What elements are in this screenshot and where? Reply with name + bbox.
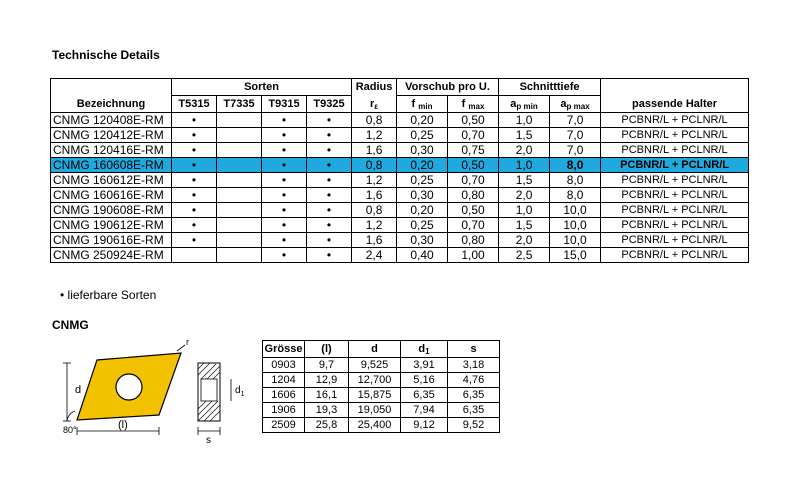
cell-t5315: • (172, 218, 217, 233)
cell-name: CNMG 190608E-RM (51, 203, 172, 218)
dims-body (263, 358, 500, 433)
col-t5315: T5315 (172, 96, 217, 113)
dims-header-row (263, 341, 500, 358)
col-radius (352, 96, 397, 113)
dims-col-d: d (349, 341, 401, 358)
col-fmin (397, 96, 448, 113)
dims-col-s: s (448, 341, 500, 358)
label-angle: 80° (63, 425, 77, 435)
cell-apmin: 1,0 (499, 203, 550, 218)
cell-apmax: 8,0 (550, 188, 601, 203)
section-title: Technische Details (52, 48, 160, 62)
table-row (51, 158, 749, 173)
dims-cell-l: 19,3 (305, 403, 349, 418)
cell-r: 1,6 (352, 143, 397, 158)
dims-cell-groesse: 2509 (263, 418, 305, 433)
cell-fmax: 0,70 (448, 218, 499, 233)
cell-name: CNMG 160608E-RM (51, 158, 172, 173)
group-header-row (51, 79, 749, 96)
col-halter: passende Halter (601, 96, 749, 113)
dims-cell-d: 25,400 (349, 418, 401, 433)
table-row (51, 218, 749, 233)
dims-cell-d1: 5,16 (401, 373, 448, 388)
cell-t9325: • (307, 188, 352, 203)
label-r: r (186, 337, 189, 347)
empty-header-cell (601, 79, 749, 96)
dims-row (263, 358, 500, 373)
cell-fmin: 0,20 (397, 158, 448, 173)
group-schnitttiefe: Schnitttiefe (499, 79, 601, 96)
dims-cell-d1: 6,35 (401, 388, 448, 403)
availability-note: • lieferbare Sorten (60, 288, 157, 302)
cell-t5315: • (172, 128, 217, 143)
cell-t5315: • (172, 143, 217, 158)
cell-t9315: • (262, 143, 307, 158)
cell-t7335 (217, 143, 262, 158)
col-apmin-label: a (510, 98, 517, 110)
label-d1-sub: 1 (240, 391, 245, 398)
cell-fmax: 0,50 (448, 158, 499, 173)
cell-t7335 (217, 188, 262, 203)
dimensions-table (262, 340, 500, 433)
dims-cell-d: 15,875 (349, 388, 401, 403)
dims-row (263, 373, 500, 388)
cell-apmax: 10,0 (550, 233, 601, 248)
dims-cell-d1: 3,91 (401, 358, 448, 373)
label-d1-main: d (235, 385, 241, 396)
dims-cell-l: 9,7 (305, 358, 349, 373)
cell-r: 1,6 (352, 233, 397, 248)
cell-fmax: 1,00 (448, 248, 499, 263)
dims-cell-d: 12,700 (349, 373, 401, 388)
cell-fmax: 0,80 (448, 233, 499, 248)
col-fmax-label: f (461, 98, 466, 110)
cell-apmin: 1,5 (499, 218, 550, 233)
col-fmin-sub: min (418, 102, 433, 111)
col-fmin-label: f (411, 98, 416, 110)
empty-header-cell (51, 79, 172, 96)
cell-apmax: 7,0 (550, 113, 601, 128)
cell-halter: PCBNR/L + PCLNR/L (601, 248, 749, 263)
cell-name: CNMG 120412E-RM (51, 128, 172, 143)
insert-heading: CNMG (52, 318, 89, 332)
cell-t7335 (217, 158, 262, 173)
table-row (51, 188, 749, 203)
cell-t9315: • (262, 128, 307, 143)
dims-cell-s: 6,35 (448, 403, 500, 418)
cell-fmin: 0,25 (397, 218, 448, 233)
dims-cell-groesse: 1204 (263, 373, 305, 388)
cell-apmin: 1,0 (499, 158, 550, 173)
cell-fmax: 0,50 (448, 203, 499, 218)
cell-fmin: 0,30 (397, 188, 448, 203)
cell-t7335 (217, 113, 262, 128)
angle-arc (67, 411, 75, 421)
table-row (51, 233, 749, 248)
cell-name: CNMG 190616E-RM (51, 233, 172, 248)
cell-t5315 (172, 248, 217, 263)
cell-t9325: • (307, 113, 352, 128)
cell-fmin: 0,40 (397, 248, 448, 263)
cell-apmax: 7,0 (550, 143, 601, 158)
col-apmax-sub: p max (566, 102, 590, 111)
cell-t5315: • (172, 173, 217, 188)
cell-halter: PCBNR/L + PCLNR/L (601, 143, 749, 158)
col-fmax-sub: max (468, 102, 485, 111)
cell-apmin: 2,0 (499, 143, 550, 158)
cell-fmin: 0,25 (397, 173, 448, 188)
col-apmin-sub: p min (516, 102, 538, 111)
cell-apmax: 8,0 (550, 173, 601, 188)
cell-r: 0,8 (352, 113, 397, 128)
label-s: s (206, 435, 211, 445)
cell-fmin: 0,20 (397, 113, 448, 128)
cell-fmax: 0,50 (448, 113, 499, 128)
cell-apmax: 10,0 (550, 203, 601, 218)
cell-t9325: • (307, 248, 352, 263)
dims-col-d1 (401, 341, 448, 358)
column-header-row (51, 96, 749, 113)
cell-t9325: • (307, 173, 352, 188)
table-row (51, 113, 749, 128)
col-apmax (550, 96, 601, 113)
table-row (51, 248, 749, 263)
group-radius: Radius (352, 79, 397, 96)
cell-name: CNMG 120416E-RM (51, 143, 172, 158)
table-body (51, 113, 749, 263)
col-radius-sub: ε (374, 101, 379, 111)
cell-t7335 (217, 233, 262, 248)
table-row (51, 143, 749, 158)
cell-t9315: • (262, 218, 307, 233)
technical-details-table (50, 78, 749, 263)
cell-fmin: 0,25 (397, 128, 448, 143)
cell-apmin: 2,0 (499, 233, 550, 248)
cell-name: CNMG 160616E-RM (51, 188, 172, 203)
dims-cell-l: 12,9 (305, 373, 349, 388)
cell-fmin: 0,30 (397, 143, 448, 158)
group-sorten: Sorten (172, 79, 352, 96)
label-d: d (75, 384, 82, 396)
cell-fmax: 0,70 (448, 173, 499, 188)
dims-col-groesse: Grösse (263, 341, 305, 358)
cell-name: CNMG 160612E-RM (51, 173, 172, 188)
cell-name: CNMG 190612E-RM (51, 218, 172, 233)
cell-r: 2,4 (352, 248, 397, 263)
col-apmax-label: a (560, 98, 567, 110)
dims-cell-d1: 7,94 (401, 403, 448, 418)
col-t9315: T9315 (262, 96, 307, 113)
cell-r: 1,2 (352, 218, 397, 233)
table-row (51, 128, 749, 143)
cell-apmin: 1,0 (499, 113, 550, 128)
cell-halter: PCBNR/L + PCLNR/L (601, 173, 749, 188)
label-l: (l) (118, 419, 128, 431)
cell-t9325: • (307, 158, 352, 173)
cell-halter: PCBNR/L + PCLNR/L (601, 128, 749, 143)
label-d1 (235, 385, 245, 398)
cell-r: 0,8 (352, 158, 397, 173)
cell-t9315: • (262, 233, 307, 248)
cell-t5315: • (172, 158, 217, 173)
dims-cell-d: 9,525 (349, 358, 401, 373)
cell-r: 0,8 (352, 203, 397, 218)
cell-t9315: • (262, 158, 307, 173)
cell-fmax: 0,75 (448, 143, 499, 158)
cell-t7335 (217, 128, 262, 143)
dims-cell-d: 19,050 (349, 403, 401, 418)
cell-t7335 (217, 248, 262, 263)
dims-cell-s: 4,76 (448, 373, 500, 388)
cell-t9315: • (262, 173, 307, 188)
dims-cell-d1: 9,12 (401, 418, 448, 433)
cell-apmax: 15,0 (550, 248, 601, 263)
dims-cell-groesse: 0903 (263, 358, 305, 373)
cell-name: CNMG 120408E-RM (51, 113, 172, 128)
cell-halter: PCBNR/L + PCLNR/L (601, 158, 749, 173)
dims-cell-l: 25,8 (305, 418, 349, 433)
insert-drawing (55, 335, 255, 445)
cell-fmin: 0,30 (397, 233, 448, 248)
cell-fmax: 0,70 (448, 128, 499, 143)
cell-fmin: 0,20 (397, 203, 448, 218)
cell-r: 1,2 (352, 128, 397, 143)
col-bezeichnung: Bezeichnung (51, 96, 172, 113)
table-row (51, 173, 749, 188)
dims-cell-s: 3,18 (448, 358, 500, 373)
cell-t5315: • (172, 188, 217, 203)
dims-row (263, 418, 500, 433)
side-view-bore (201, 379, 217, 401)
col-t7335: T7335 (217, 96, 262, 113)
cell-halter: PCBNR/L + PCLNR/L (601, 203, 749, 218)
cell-t5315: • (172, 113, 217, 128)
insert-hole (116, 374, 142, 400)
cell-apmin: 1,5 (499, 173, 550, 188)
cell-t9325: • (307, 218, 352, 233)
cell-t9325: • (307, 143, 352, 158)
cell-apmin: 1,5 (499, 128, 550, 143)
cell-t9315: • (262, 248, 307, 263)
col-radius-label: r (369, 97, 375, 110)
cell-halter: PCBNR/L + PCLNR/L (601, 113, 749, 128)
dims-row (263, 403, 500, 418)
cell-apmax: 7,0 (550, 128, 601, 143)
cell-t7335 (217, 203, 262, 218)
cell-t7335 (217, 173, 262, 188)
table-row (51, 203, 749, 218)
cell-t7335 (217, 218, 262, 233)
cell-apmax: 10,0 (550, 218, 601, 233)
dims-col-d1-sub: 1 (425, 347, 430, 356)
cell-halter: PCBNR/L + PCLNR/L (601, 188, 749, 203)
cell-fmax: 0,80 (448, 188, 499, 203)
dims-col-d1-label: d (418, 343, 426, 355)
dims-cell-s: 9,52 (448, 418, 500, 433)
cell-r: 1,2 (352, 173, 397, 188)
cell-apmax: 8,0 (550, 158, 601, 173)
cell-halter: PCBNR/L + PCLNR/L (601, 218, 749, 233)
cell-apmin: 2,5 (499, 248, 550, 263)
cell-name: CNMG 250924E-RM (51, 248, 172, 263)
group-vorschub: Vorschub pro U. (397, 79, 499, 96)
col-apmin (499, 96, 550, 113)
col-t9325: T9325 (307, 96, 352, 113)
col-fmax (448, 96, 499, 113)
cell-apmin: 2,0 (499, 188, 550, 203)
dims-col-l: (l) (305, 341, 349, 358)
cell-r: 1,6 (352, 188, 397, 203)
radius-leader (177, 345, 185, 351)
cell-t5315: • (172, 233, 217, 248)
dims-cell-groesse: 1906 (263, 403, 305, 418)
dims-cell-groesse: 1606 (263, 388, 305, 403)
cell-t9315: • (262, 113, 307, 128)
cell-t9315: • (262, 188, 307, 203)
cell-halter: PCBNR/L + PCLNR/L (601, 233, 749, 248)
cell-t9325: • (307, 128, 352, 143)
cell-t5315: • (172, 203, 217, 218)
dims-row (263, 388, 500, 403)
cell-t9325: • (307, 233, 352, 248)
cell-t9325: • (307, 203, 352, 218)
dims-cell-s: 6,35 (448, 388, 500, 403)
dims-cell-l: 16,1 (305, 388, 349, 403)
cell-t9315: • (262, 203, 307, 218)
